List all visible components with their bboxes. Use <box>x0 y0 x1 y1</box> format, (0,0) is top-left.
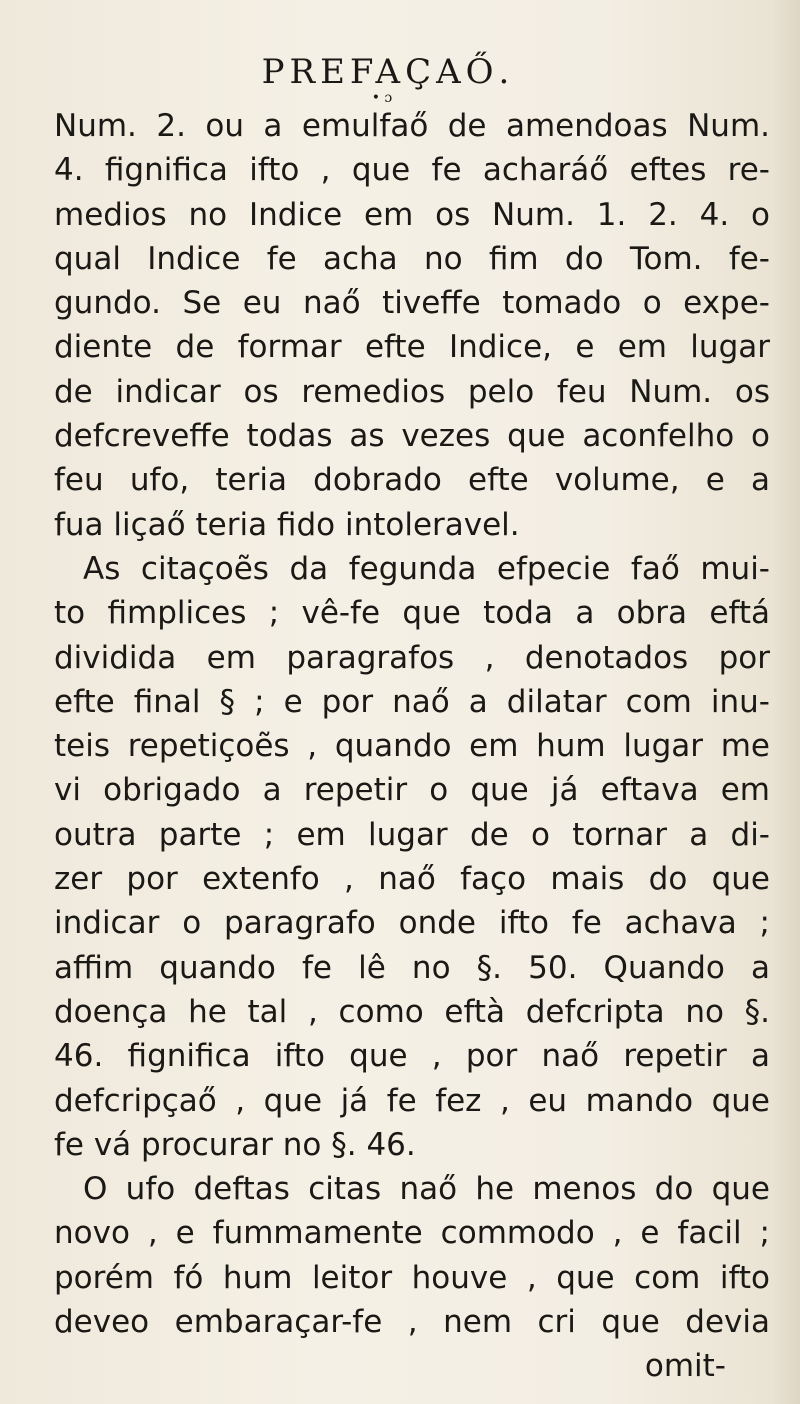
text-line: de indicar os remedios pelo feu Num. os <box>54 373 770 410</box>
text-line: vi obrigado a repetir o que já eftava em <box>54 772 770 809</box>
text-line: teis repetiçoẽs , quando em hum lugar me <box>54 728 770 765</box>
text-line: indicar o paragrafo onde ifto fe achava ; <box>54 905 770 942</box>
text-line: outra parte ; em lugar de o tornar a di- <box>54 816 770 853</box>
text-line: porém fó hum leitor houve , que com ifto <box>54 1259 770 1296</box>
text-line: medios no Indice em os Num. 1. 2. 4. o <box>54 196 770 233</box>
text-line: novo , e fummamente commodo , e facil ; <box>54 1215 770 1252</box>
text-line: As citaçoẽs da fegunda efpecie faő mui- <box>83 550 770 587</box>
signature-mark: • ɔ <box>371 90 393 106</box>
text-line: fe vá procurar no §. 46. <box>54 1126 416 1163</box>
text-line: zer por extenfo , naő faço mais do que <box>54 861 770 898</box>
text-line: diente de formar efte Indice, e em lugar <box>54 329 770 366</box>
catchword: omit- <box>644 1348 726 1385</box>
text-line: gundo. Se eu naő tiveffe tomado o expe- <box>54 285 770 322</box>
text-line: deveo embaraçar-fe , nem cri que devia <box>54 1304 770 1341</box>
running-title: PREFAÇAŐ. <box>261 52 515 92</box>
text-line: 4. fignifica ifto , que fe acharáő eftes re- <box>54 152 770 189</box>
text-line: defcripçaő , que já fe fez , eu mando que <box>54 1082 770 1119</box>
text-line: 46. fignifica ifto que , por naő repetir a <box>54 1038 770 1075</box>
body-text <box>54 104 770 1389</box>
text-line: affim quando fe lê no §. 50. Quando a <box>54 949 770 986</box>
text-line: O ufo deftas citas naő he menos do que <box>83 1171 770 1208</box>
text-line: feu ufo, teria dobrado efte volume, e a <box>54 462 770 499</box>
text-line: fua liçaő teria fido intoleravel. <box>54 506 520 543</box>
text-line: Num. 2. ou a emulfaő de amendoas Num. <box>54 108 770 144</box>
text-line: qual Indice fe acha no fim do Tom. fe- <box>54 240 770 277</box>
text-line: doença he tal , como eftà defcripta no §. <box>54 993 770 1030</box>
text-line: dividida em paragrafos , denotados por <box>54 639 770 676</box>
text-line: efte final § ; e por naő a dilatar com inu- <box>54 683 770 720</box>
text-line: defcreveffe todas as vezes que aconfelho o <box>54 418 770 455</box>
text-line: to fimplices ; vê-fe que toda a obra eftá <box>54 595 770 632</box>
